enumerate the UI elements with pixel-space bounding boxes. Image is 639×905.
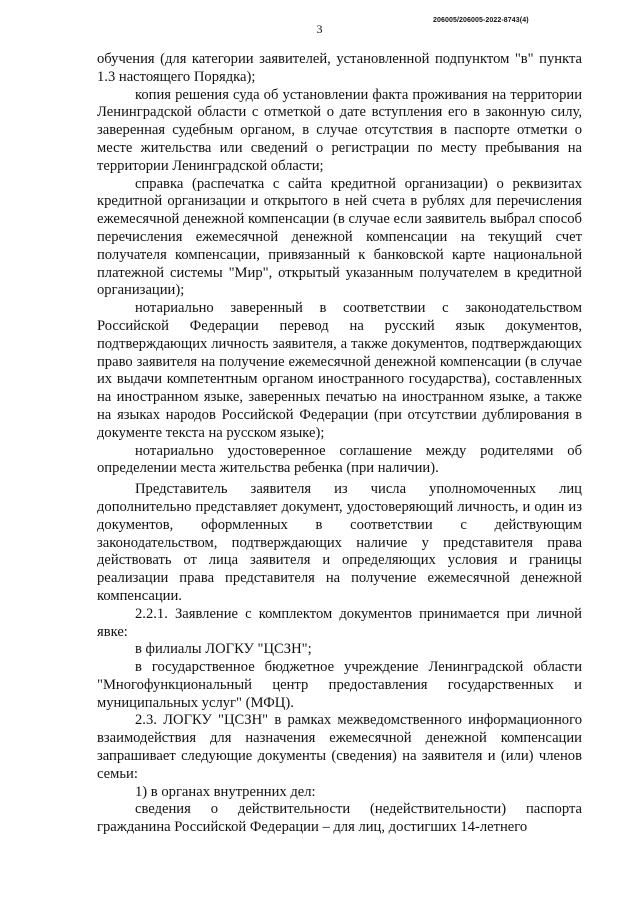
paragraph: справка (распечатка с сайта кредитной организации) о реквизитах кредитной организации и открытого в ней счета в рублях для перечисления ежемесячной денежной компенсации (в случае если заявитель выбрал способ перечисления ежемесячной денежной компенсации на текущий счет получателя компенсации, привязанный к банковской карте национальной платежной системы "Мир", открытый указанным получателем в кредитной организации); [97, 175, 582, 299]
paragraph: 2.2.1. Заявление с комплектом документов принимается при личной явке: [97, 605, 582, 640]
paragraph: 1) в органах внутренних дел: [135, 783, 316, 800]
paragraph: в филиалы ЛОГКУ "ЦСЗН"; [135, 641, 312, 658]
document-id: 206005/206005-2022-8743(4) [433, 17, 529, 24]
page-number: 3 [316, 22, 323, 36]
paragraph: копия решения суда об установлении факта проживания на территории Ленинградской области с отметкой о дате вступления его в законную силу, заверенная судебным органом, в случае отсутствия в паспорте отметки о месте жительства или сведений о регистрации по месту пребывания на территории Ленинградской области; [97, 86, 582, 174]
paragraph: сведения о действительности (недействительности) паспорта гражданина Российской Федерации – для лиц, достигших 14-летнего [97, 801, 582, 836]
paragraph: нотариально удостоверенное соглашение между родителями об определении места жительства ребенка (при наличии). [97, 442, 582, 477]
paragraph: нотариально заверенный в соответствии с законодательством Российской Федерации перевод на русский язык документов, подтверждающих личность заявителя, а также документов, подтверждающих право заявителя на получение ежемесячной денежной компенсации (в случае их выдачи компетентным органом иностранного государства), составленных на иностранном языке, заверенных печатью на иностранном языке, а также на языках народов Российской Федерации (при отсутствии дублирования в документе текста на русском языке); [97, 300, 582, 441]
paragraph: обучения (для категории заявителей, установленной подпунктом "в" пункта 1.3 настоящего Порядка); [97, 51, 582, 85]
paragraph: 2.3. ЛОГКУ "ЦСЗН" в рамках межведомственного информационного взаимодействия для назначения ежемесячной денежной компенсации запрашивает следующие документы (сведения) на заявителя и (или) членов семьи: [97, 712, 582, 782]
document-body [97, 51, 582, 837]
paragraph: в государственное бюджетное учреждение Ленинградской области "Многофункциональный центр предоставления государственных и муниципальных услуг" (МФЦ). [97, 659, 582, 711]
paragraph: Представитель заявителя из числа уполномоченных лиц дополнительно представляет документ, удостоверяющий личность, и один из документов, оформленных в соответствии с действующим законодательством, подтверждающих наличие у представителя права действовать от лица заявителя и определяющих условия и границы реализации права представителя на получение ежемесячной денежной компенсации. [97, 481, 582, 604]
